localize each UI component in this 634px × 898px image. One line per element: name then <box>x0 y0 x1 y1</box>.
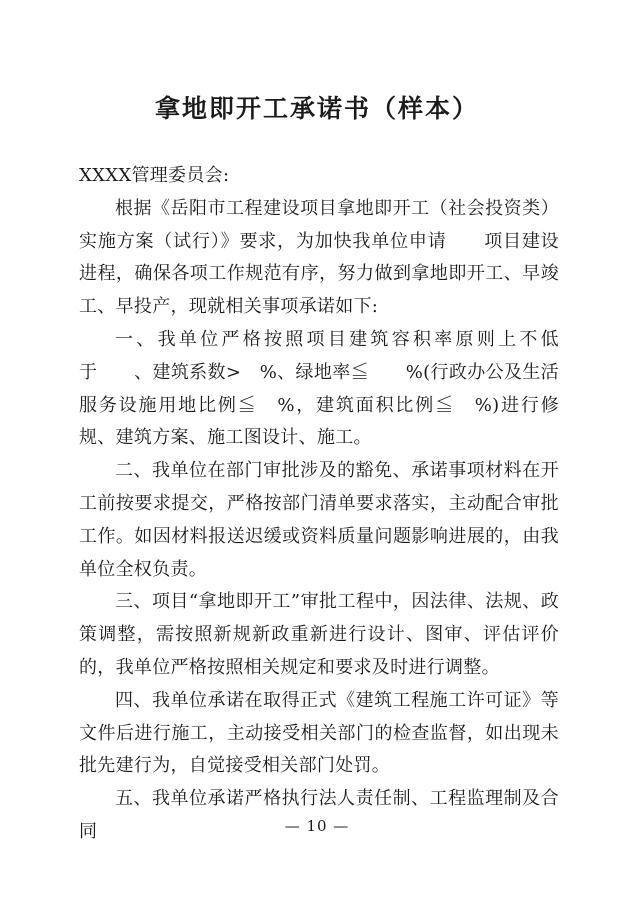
salutation: XXXX管理委员会: <box>79 165 230 186</box>
paragraph-intro: 根据《岳阳市工程建设项目拿地即开工（社会投资类）实施方案（试行）》要求，为加快我单位申请 项目建设进程，确保各项工作规范有序，努力做到拿地即开工、早竣工、早投产，现就相关事项承诺如下: <box>79 197 559 318</box>
paragraph-item-2: 二、我单位在部门审批涉及的豁免、承诺事项材料在开工前按要求提交，严格按部门清单要求落实，主动配合审批工作。如因材料报送迟缓或资料质量问题影响进展的，由我单位全权负责。 <box>79 460 559 580</box>
paragraph-item-1: 一、我单位严格按照项目建筑容积率原则上不低于 、建筑系数> %、绿地率≦ %(行政办公及生活服务设施用地比例≦ %，建筑面积比例≦ %)进行修规、建筑方案、施工图设计、施工。 <box>79 328 559 449</box>
document-body <box>79 160 559 849</box>
paragraph-item-4: 四、我单位承诺在取得正式《建筑工程施工许可证》等文件后进行施工，主动接受相关部门的检查监督，如出现未批先建行为，自觉接受相关部门处罚。 <box>79 689 559 777</box>
paragraph-item-3: 三、项目“拿地即开工”审批工程中，因法律、法规、政策调整，需按照新规新政重新进行设计、图审、评估评价的，我单位严格按照相关规定和要求及时进行调整。 <box>79 591 559 678</box>
paragraph-item-5: 五、我单位承诺严格执行法人责任制、工程监理制及合同 <box>79 788 559 842</box>
page-title: 拿地即开工承诺书（样本） <box>154 94 479 123</box>
page-number: — 10 — <box>284 817 350 835</box>
